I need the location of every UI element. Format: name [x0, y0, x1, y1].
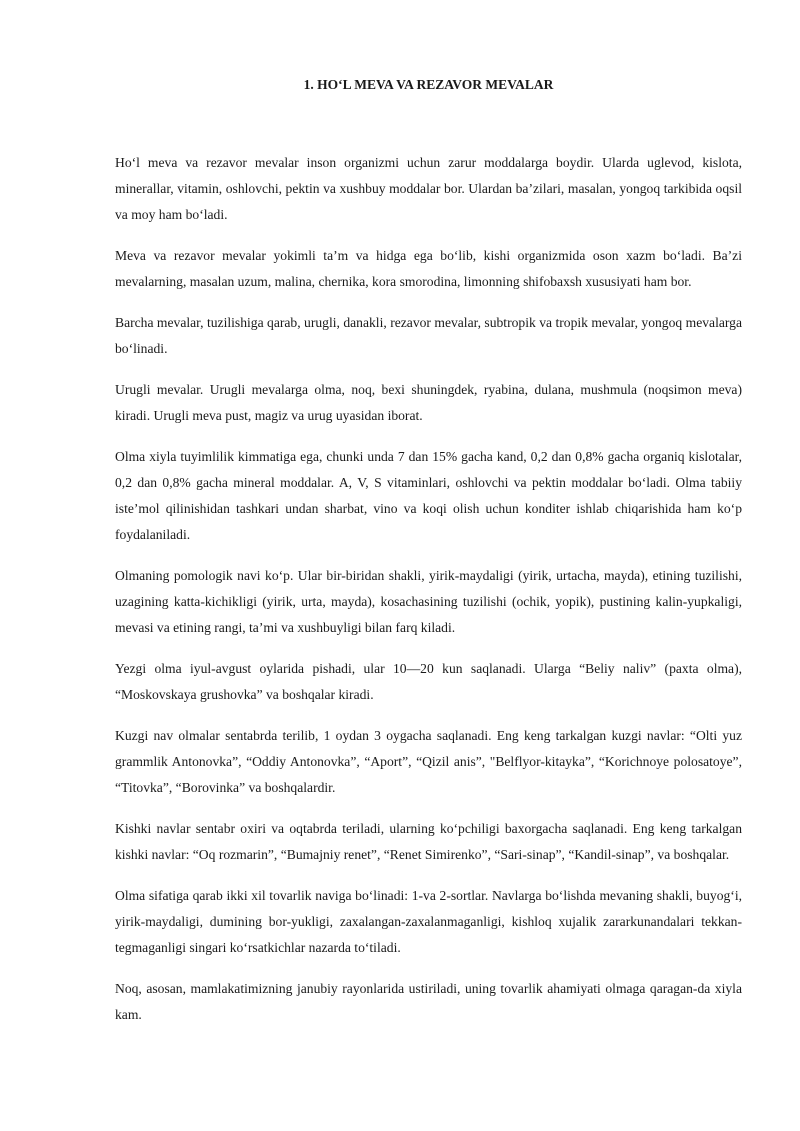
paragraph: Olmaning pomologik navi ko‘p. Ular bir-biridan shakli, yirik-maydaligi (yirik, urtacha, mayda), etining tuzilishi, uzagining katta-kichikligi (yirik, urta, mayda), kosachasining tuzilishi (ochik, yopik), pustining kalin-yupkaligi, mevasi va etining rangi, ta’mi va xushbuyligi bilan farq kiladi.	[115, 568, 742, 635]
paragraph: Noq, asosan, mamlakatimizning janubiy rayonlarida ustiriladi, uning tovarlik ahamiyati olmaga qaragan-da xiyla kam.	[115, 981, 742, 1022]
paragraph: Kishki navlar sentabr oxiri va oqtabrda teriladi, ularning ko‘pchiligi baxorgacha saqlanadi. Eng keng tarkalgan kishki navlar: “Oq rozmarin”, “Bumajniy renet”, “Renet Simirenko”, “Sari-sinap”, “Kandil-sinap”, va boshqalar.	[115, 821, 742, 862]
paragraph: Yezgi olma iyul-avgust oylarida pishadi, ular 10—20 kun saqlanadi. Ularga “Beliy naliv” (paxta olma), “Moskovskaya grushovka” va boshqalar kiradi.	[115, 661, 742, 702]
paragraph: Kuzgi nav olmalar sentabrda terilib, 1 oydan 3 oygacha saqlanadi. Eng keng tarkalgan kuzgi navlar: “Olti yuz grammlik Antonovka”, “Oddiy Antonovka”, “Aport”, “Qizil anis”, "Belflyor-kitayka”, “Korichnoye polosatoye”, “Titovka”, “Borovinka” va boshqalardir.	[115, 728, 742, 795]
paragraph: Urugli mevalar. Urugli mevalarga olma, noq, bexi shuningdek, ryabina, dulana, mushmula (noqsimon meva) kiradi. Urugli meva pust, magiz va urug uyasidan iborat.	[115, 382, 742, 423]
paragraph: Meva va rezavor mevalar yokimli ta’m va hidga ega bo‘lib, kishi organizmida oson xazm bo‘ladi. Ba’zi mevalarning, masalan uzum, malina, chernika, kora smorodina, limonning shifobaxsh xususiyati ham bor.	[115, 248, 742, 289]
document-body	[115, 150, 742, 1043]
paragraph: Olma sifatiga qarab ikki xil tovarlik naviga bo‘linadi: 1-va 2-sortlar. Navlarga bo‘lishda mevaning shakli, buyog‘i, yirik-maydaligi, dumining bor-yukligi, zaxalangan-zaxalanmaganligi, kishloq xujalik zararkunandalari tekkan-tegmaganligi singari ko‘rsatkichlar nazarda to‘tiladi.	[115, 888, 742, 955]
page-title: 1. HO‘L MEVA VA REZAVOR MEVALAR	[303, 77, 554, 92]
paragraph: Ho‘l meva va rezavor mevalar inson organizmi uchun zarur moddalarga boydir. Ularda uglevod, kislota, minerallar, vitamin, oshlovchi, pektin va xushbuy moddalar bor. Ulardan ba’zilari, masalan, yongoq tarkibida oqsil va moy ham bo‘ladi.	[115, 155, 742, 222]
paragraph: Olma xiyla tuyimlilik kimmatiga ega, chunki unda 7 dan 15% gacha kand, 0,2 dan 0,8% gacha organiq kislotalar, 0,2 dan 0,8% gacha mineral moddalar. A, V, S vitaminlari, oshlovchi va pektin moddalar bo‘ladi. Olma tabiiy iste’mol qilinishidan tashkari undan sharbat, vino va koqi olish uchun konditer ishlab chiqarishida ham ko‘p foydalaniladi.	[115, 449, 742, 542]
paragraph: Barcha mevalar, tuzilishiga qarab, urugli, danakli, rezavor mevalar, subtropik va tropik mevalar, yongoq mevalarga bo‘linadi.	[115, 315, 742, 356]
